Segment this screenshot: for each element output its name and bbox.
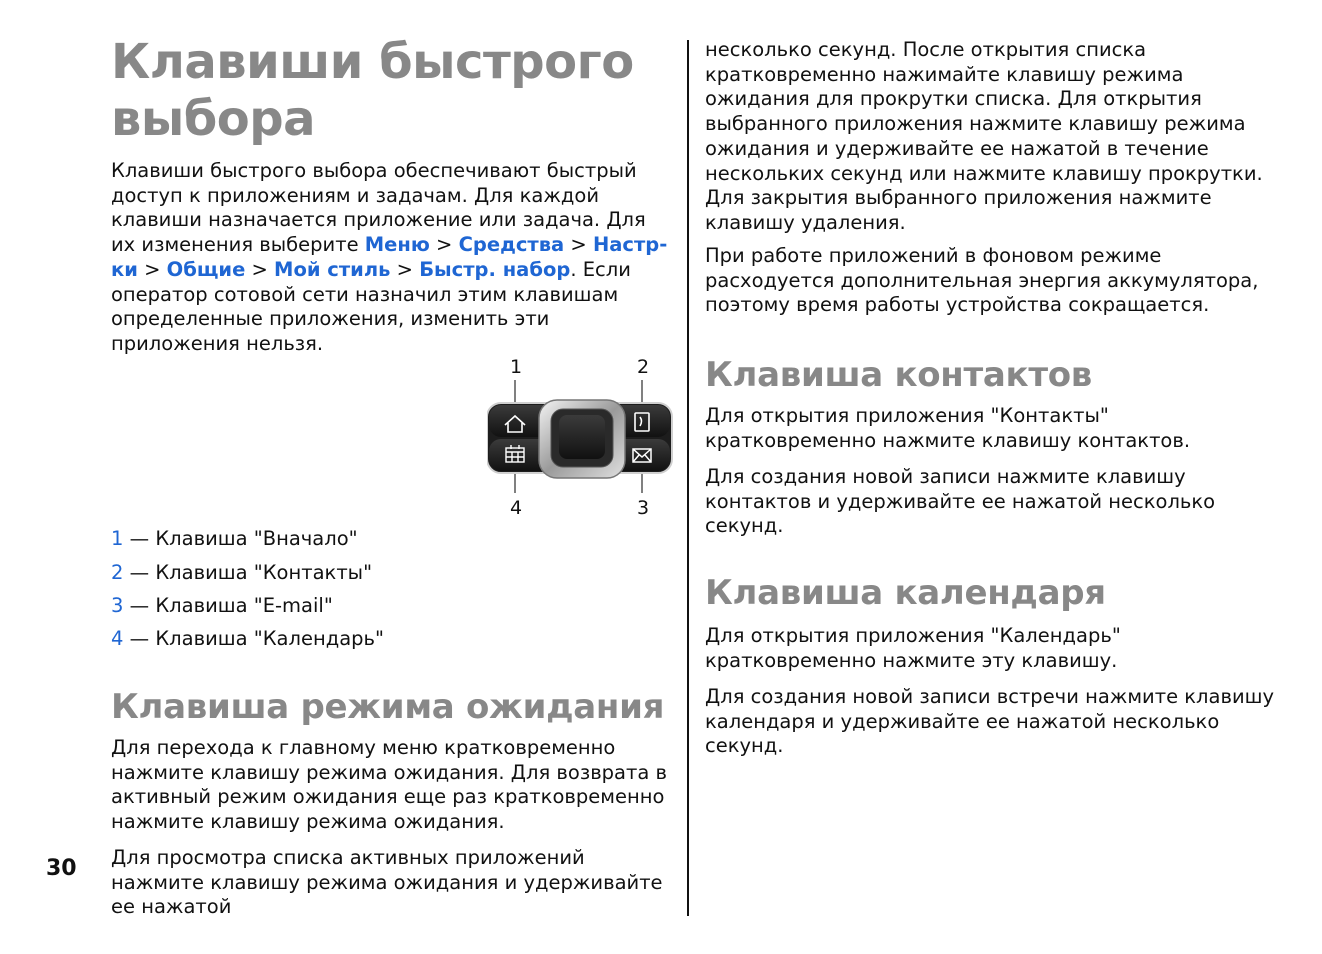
callout-2: 2 — [637, 356, 650, 378]
menu-path-menu[interactable]: Меню — [364, 233, 430, 257]
keypad-illustration — [487, 353, 677, 523]
intro-text-end: . Если оператор сотовой сети назначил этим клавишам определенные приложения, изменить эти приложения нельзя. — [111, 257, 631, 355]
legend-item — [111, 593, 333, 619]
legend-number: 4 — [111, 627, 124, 650]
background-apps-paragraph: При работе приложений в фоновом режиме расходуется дополнительная энергия аккумулятора, поэтому время работы устройства сокращается. — [705, 244, 1259, 317]
calendar-paragraph-2: Для создания новой записи встречи нажмите клавишу календаря и удерживайте ее нажатой несколько секунд. — [705, 685, 1275, 758]
legend-item — [111, 560, 372, 586]
legend-number: 3 — [111, 594, 124, 617]
column-divider — [687, 40, 689, 916]
menu-path-my-style[interactable]: Мой стиль — [274, 257, 391, 281]
path-separator: > — [137, 257, 167, 281]
callout-4: 4 — [510, 497, 523, 519]
page-number: 30 — [46, 856, 77, 881]
page-title: Клавиши быстрого выбора — [111, 34, 634, 147]
standby-heading: Клавиша режима ожидания — [111, 687, 665, 727]
standby-paragraph-1: Для перехода к главному меню кратковременно нажмите клавишу режима ожидания. Для возврата в активный режим ожидания еще раз кратковременно нажмите клавишу режима ожидания. — [111, 736, 668, 834]
keys-figure — [487, 353, 677, 523]
path-separator: > — [564, 233, 593, 257]
callout-1: 1 — [510, 356, 523, 378]
calendar-heading: Клавиша календаря — [705, 573, 1106, 613]
legend-text: — Клавиша "Контакты" — [123, 561, 373, 584]
path-separator: > — [390, 257, 420, 281]
legend-number: 1 — [111, 527, 124, 550]
calendar-paragraph-1: Для открытия приложения "Календарь" кратковременно нажмите эту клавишу. — [705, 624, 1121, 672]
callout-3: 3 — [637, 497, 650, 519]
intro-text: Клавиши быстрого выбора обеспечивают быстрый доступ к приложениям и задачам. Для каждой клавиши назначается приложение или задача. Для их изменения выберите — [111, 159, 646, 257]
legend-text: — Клавиша "Вначало" — [123, 527, 358, 550]
path-separator: > — [429, 233, 459, 257]
menu-path-speed-dial[interactable]: Быстр. набор — [419, 257, 571, 281]
legend-item — [111, 626, 384, 652]
legend-number: 2 — [111, 561, 124, 584]
contacts-heading: Клавиша контактов — [705, 355, 1092, 395]
intro-paragraph — [111, 159, 674, 357]
menu-path-tools[interactable]: Средства — [458, 233, 565, 257]
legend-text: — Клавиша "Календарь" — [123, 627, 384, 650]
select-key[interactable] — [559, 415, 605, 459]
menu-path-general[interactable]: Общие — [166, 257, 246, 281]
contacts-paragraph-2: Для создания новой записи нажмите клавишу контактов и удерживайте ее нажатой несколько секунд. — [705, 465, 1216, 538]
standby-continued-paragraph: несколько секунд. После открытия списка кратковременно нажимайте клавишу режима ожидания для прокрутки списка. Для открытия выбранного приложения нажмите клавишу режима ожидания и удерживайте ее нажатой в течение нескольких секунд или нажмите клавишу прокрутки. Для закрытия выбранного приложения нажмите клавишу удаления. — [705, 38, 1263, 234]
legend-item — [111, 526, 358, 552]
legend-text: — Клавиша "E-mail" — [123, 594, 333, 617]
menu-path-settings[interactable]: Настр-ки — [111, 233, 668, 281]
path-separator: > — [245, 257, 275, 281]
standby-paragraph-2: Для просмотра списка активных приложений нажмите клавишу режима ожидания и удерживайте ее нажатой — [111, 846, 663, 919]
contacts-paragraph-1: Для открытия приложения "Контакты" кратковременно нажмите клавишу контактов. — [705, 404, 1191, 452]
